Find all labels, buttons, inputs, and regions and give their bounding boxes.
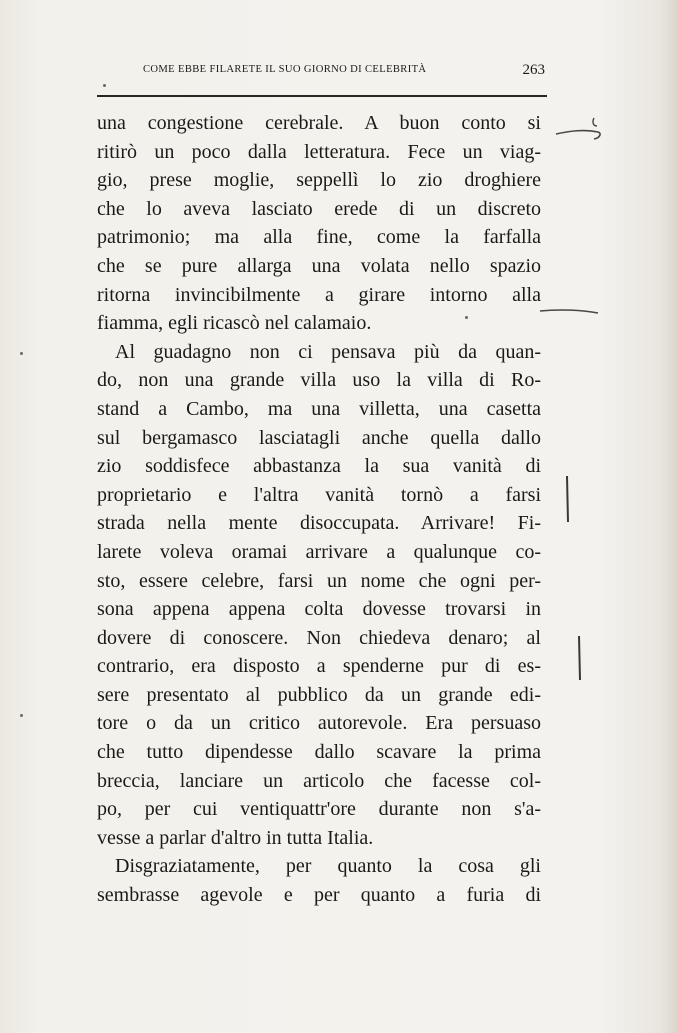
page-speck xyxy=(20,352,23,355)
page-speck xyxy=(103,84,106,87)
running-head xyxy=(143,64,545,84)
text-line: ritorna invincibilmente a girare intorno alla xyxy=(97,283,541,306)
text-line: che se pure allarga una volata nello spazio xyxy=(97,254,541,277)
text-line: sto, essere celebre, farsi un nome che ogni per- xyxy=(97,569,541,592)
text-line: ritirò un poco dalla letteratura. Fece un viag- xyxy=(97,140,541,163)
text-line: do, non una grande villa uso la villa di Ro- xyxy=(97,369,541,392)
text-line: contrario, era disposto a spenderne pur di es- xyxy=(97,655,541,678)
margin-dash-mark xyxy=(540,310,598,313)
text-line: po, per cui ventiquattr'ore durante non s'a- xyxy=(97,798,541,821)
text-line: dovere di conoscere. Non chiedeva denaro; al xyxy=(97,626,541,649)
text-line: sembrasse agevole e per quanto a furia di xyxy=(97,884,541,907)
text-line: larete voleva oramai arrivare a qualunque co- xyxy=(97,540,541,563)
text-line: Disgraziatamente, per quanto la cosa gli xyxy=(115,855,541,878)
header-rule xyxy=(97,95,547,97)
text-line: strada nella mente disoccupata. Arrivare! Fi- xyxy=(97,512,541,535)
text-line: proprietario e l'altra vanità tornò a farsi xyxy=(97,483,541,506)
text-line: tore o da un critico autorevole. Era persuaso xyxy=(97,712,541,735)
margin-hook-mark xyxy=(593,118,597,126)
text-line: gio, prese moglie, seppellì lo zio droghiere xyxy=(97,169,541,192)
text-line: zio soddisfece abbastanza la sua vanità di xyxy=(97,455,541,478)
margin-bar-mark xyxy=(567,476,568,522)
margin-bar-mark xyxy=(579,636,580,680)
text-line: patrimonio; ma alla fine, come la farfalla xyxy=(97,226,541,249)
text-line: sona appena appena colta dovesse trovarsi in xyxy=(97,598,541,621)
text-line: una congestione cerebrale. A buon conto si xyxy=(97,112,541,134)
running-title: COME EBBE FILARETE IL SUO GIORNO DI CELEBRITÀ xyxy=(143,64,427,75)
text-line: fiamma, egli ricascò nel calamaio. xyxy=(97,312,372,335)
page-speck xyxy=(465,316,468,319)
text-line: sul bergamasco lasciatagli anche quella dallo xyxy=(97,426,541,449)
page-speck xyxy=(20,714,23,717)
text-line: che tutto dipendesse dallo scavare la prima xyxy=(97,741,541,764)
body-text xyxy=(97,109,541,910)
text-line: che lo aveva lasciato erede di un discreto xyxy=(97,197,541,220)
margin-curl-mark xyxy=(556,131,600,139)
text-line: Al guadagno non ci pensava più da quan- xyxy=(115,340,541,363)
page-number: 263 xyxy=(522,62,545,78)
text-line: vesse a parlar d'altro in tutta Italia. xyxy=(97,826,374,849)
text-line: stand a Cambo, ma una villetta, una casetta xyxy=(97,397,541,420)
text-line: breccia, lanciare un articolo che facesse col- xyxy=(97,769,541,792)
text-line: sere presentato al pubblico da un grande edi- xyxy=(97,683,541,706)
